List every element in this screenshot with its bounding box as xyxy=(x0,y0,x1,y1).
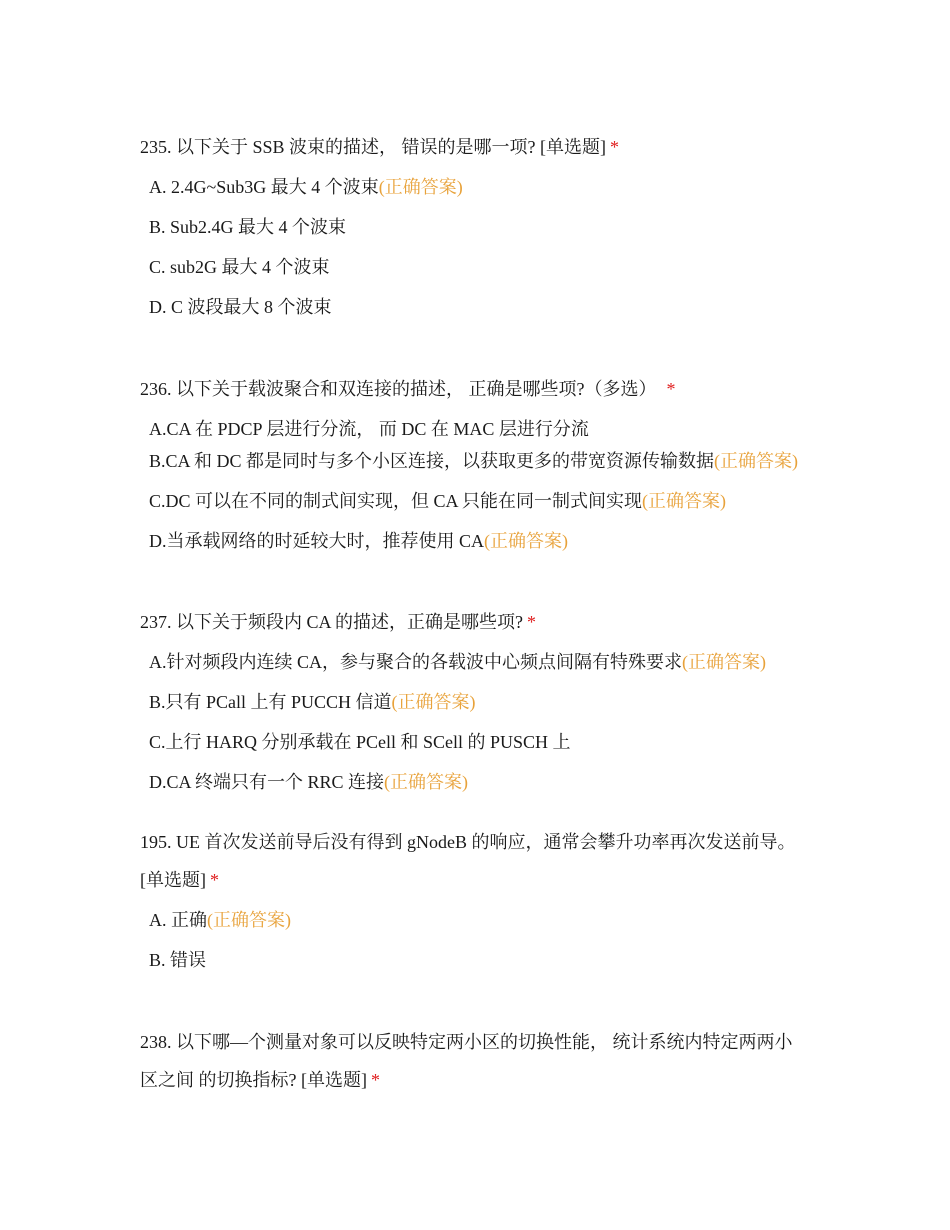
question-text: 195. UE 首次发送前导后没有得到 gNodeB 的响应，通常会攀升功率再次发送前导。 [单选题] xyxy=(140,832,796,890)
option-text: B.CA 和 DC 都是同时与多个小区连接，以获取更多的带宽资源传输数据 xyxy=(149,451,715,471)
correct-answer-tag: (正确答案) xyxy=(682,652,767,672)
option-text: B. 错误 xyxy=(149,950,207,970)
option-text: A. 正确 xyxy=(149,910,207,930)
question-title xyxy=(140,370,800,408)
option-text: B. Sub2.4G 最大 4 个波束 xyxy=(149,217,347,237)
option-text: D.CA 终端只有一个 RRC 连接 xyxy=(149,772,385,792)
question-title xyxy=(140,603,800,641)
correct-answer-tag: (正确答案) xyxy=(391,692,476,712)
option-c[interactable] xyxy=(149,729,800,755)
question-238 xyxy=(140,1023,800,1099)
question-237 xyxy=(140,603,800,809)
correct-answer-tag: (正确答案) xyxy=(484,531,569,551)
option-a[interactable] xyxy=(149,174,800,200)
option-text: C.上行 HARQ 分别承载在 PCell 和 SCell 的 PUSCH 上 xyxy=(149,732,571,752)
option-a[interactable] xyxy=(149,416,800,442)
option-text: B.只有 PCall 上有 PUCCH 信道 xyxy=(149,692,392,712)
option-d[interactable] xyxy=(149,294,800,320)
option-d[interactable] xyxy=(149,528,800,554)
question-text: 235. 以下关于 SSB 波束的描述， 错误的是哪一项? [单选题] xyxy=(140,137,607,157)
option-text: A.CA 在 PDCP 层进行分流， 而 DC 在 MAC 层进行分流 xyxy=(149,419,589,439)
question-236 xyxy=(140,370,800,568)
option-text: C. sub2G 最大 4 个波束 xyxy=(149,257,330,277)
question-text: 237. 以下关于频段内 CA 的描述，正确是哪些项? xyxy=(140,612,523,632)
option-list xyxy=(140,649,800,795)
option-b[interactable] xyxy=(149,689,800,715)
question-text: 238. 以下哪—个测量对象可以反映特定两小区的切换性能， 统计系统内特定两两小区之间 的切换指标? [单选题] xyxy=(140,1032,793,1090)
option-text: C.DC 可以在不同的制式间实现，但 CA 只能在同一制式间实现 xyxy=(149,491,643,511)
correct-answer-tag: (正确答案) xyxy=(378,177,463,197)
option-a[interactable] xyxy=(149,907,800,933)
question-title xyxy=(140,1023,800,1099)
option-text: D. C 波段最大 8 个波束 xyxy=(149,297,332,317)
required-mark: * xyxy=(666,379,676,399)
correct-answer-tag: (正确答案) xyxy=(384,772,469,792)
option-d[interactable] xyxy=(149,769,800,795)
option-list xyxy=(140,416,800,554)
required-mark: * xyxy=(370,1070,380,1090)
required-mark: * xyxy=(527,612,536,632)
option-list xyxy=(140,174,800,320)
question-text: 236. 以下关于载波聚合和双连接的描述， 正确是哪些项?（多选） xyxy=(140,379,657,399)
correct-answer-tag: (正确答案) xyxy=(207,910,291,930)
required-mark: * xyxy=(610,137,620,157)
option-list xyxy=(140,907,800,973)
option-a[interactable] xyxy=(149,649,800,675)
option-b[interactable] xyxy=(149,214,800,240)
correct-answer-tag: (正确答案) xyxy=(714,451,799,471)
correct-answer-tag: (正确答案) xyxy=(642,491,727,511)
question-235 xyxy=(140,128,800,334)
option-b[interactable] xyxy=(149,947,800,973)
option-text: A.针对频段内连续 CA，参与聚合的各载波中心频点间隔有特殊要求 xyxy=(149,652,683,672)
question-195 xyxy=(140,823,800,987)
option-b[interactable] xyxy=(149,448,800,474)
option-text: D.当承载网络的时延较大时，推荐使用 CA xyxy=(149,531,485,551)
option-text: A. 2.4G~Sub3G 最大 4 个波束 xyxy=(149,177,379,197)
question-title xyxy=(140,823,800,899)
required-mark: * xyxy=(210,870,219,890)
question-title xyxy=(140,128,800,166)
option-c[interactable] xyxy=(149,488,800,514)
option-c[interactable] xyxy=(149,254,800,280)
